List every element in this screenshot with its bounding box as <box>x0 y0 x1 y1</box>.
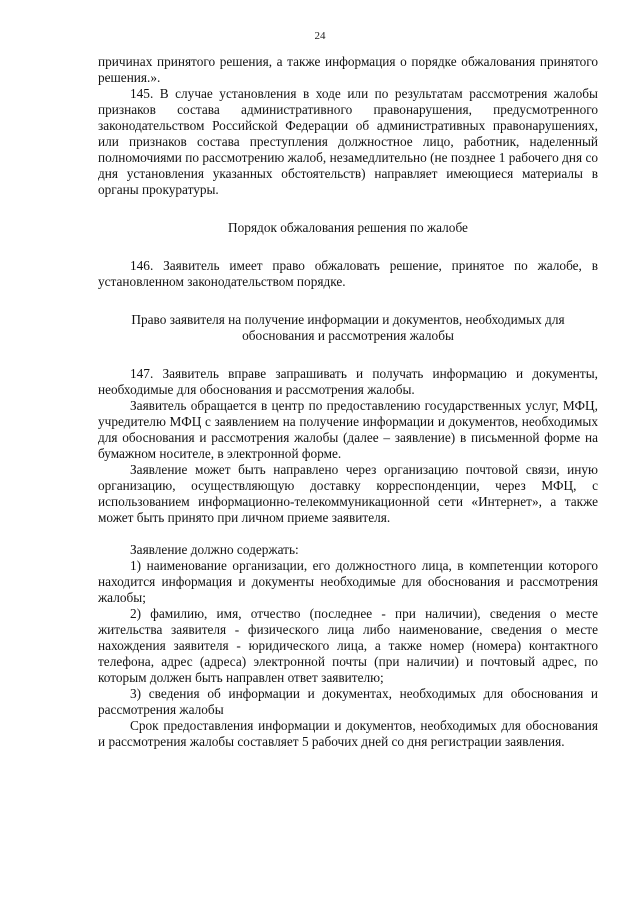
list-item-2: 2) фамилию, имя, отчество (последнее - при наличии), сведения о месте жительства заявителя - физического лица либо наименование, сведения о месте нахождения заявителя - юридического лица, а также номер (номера) контактного телефона, адрес (адреса) электронной почты (при наличии) и почтовый адрес, по которым должен быть направлен ответ заявителю; <box>98 606 598 685</box>
paragraph-statement-contents: Заявление должно содержать: <box>130 542 299 557</box>
section-heading-right-to-information: Право заявителя на получение информации и документов, необходимых для обоснования и рассмотрения жалобы <box>131 312 565 343</box>
paragraph-applicant-request: Заявитель обращается в центр по предоставлению государственных услуг, МФЦ, учредителю МФЦ с заявлением на получение информации и документов, необходимых для обоснования и рассмотрения жалобы (далее – заявление) в письменной форме на бумажном носителе, в электронной форме. <box>98 398 598 461</box>
list-item-1: 1) наименование организации, его должностного лица, в компетенции которого находится информация и документы необходимые для обоснования и рассмотрения жалобы; <box>98 558 598 605</box>
paragraph-145: 145. В случае установления в ходе или по результатам рассмотрения жалобы признаков состава административного правонарушения, предусмотренного законодательством Российской Федерации об административных правонарушениях, или признаков состава преступления должностное лицо, работник, наделенный полномочиями по рассмотрению жалоб, незамедлительно (не позднее 1 рабочего дня со дня установления указанных обстоятельств) направляет имеющиеся материалы в органы прокуратуры. <box>98 86 598 197</box>
paragraph-147: 147. Заявитель вправе запрашивать и получать информацию и документы, необходимые для обоснования и рассмотрения жалобы. <box>98 366 598 397</box>
section-heading-appeal-order: Порядок обжалования решения по жалобе <box>228 220 468 235</box>
paragraph-146: 146. Заявитель имеет право обжаловать решение, принятое по жалобе, в установленном законодательством порядке. <box>98 258 598 289</box>
list-item-3: 3) сведения об информации и документах, необходимых для обоснования и рассмотрения жалобы <box>98 686 598 717</box>
paragraph-submission-methods: Заявление может быть направлено через организацию почтовой связи, иную организацию, осуществляющую доставку корреспонденции, через МФЦ, с использованием информационно-телекоммуникационной сети «Интернет», а также может быть принято при личном приеме заявителя. <box>98 462 598 525</box>
document-body <box>98 54 598 750</box>
paragraph-deadline: Срок предоставления информации и документов, необходимых для обоснования и рассмотрения жалобы составляет 5 рабочих дней со дня регистрации заявления. <box>98 718 598 749</box>
page-number: 24 <box>314 30 326 42</box>
paragraph-continuation: причинах принятого решения, а также информация о порядке обжалования принятого решения.». <box>98 54 598 85</box>
